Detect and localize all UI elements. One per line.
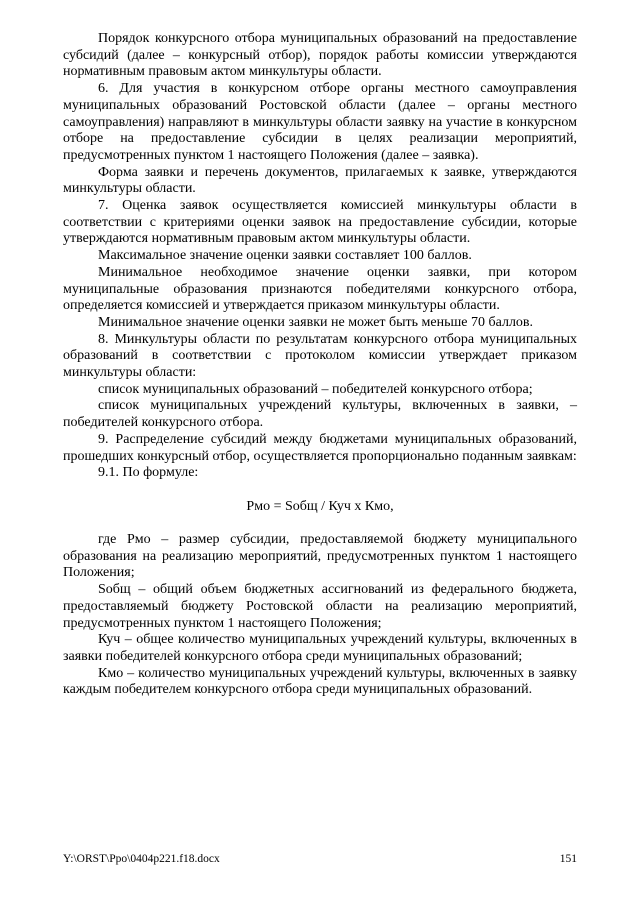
- paragraph-9-1: 9.1. По формуле:: [98, 465, 199, 481]
- paragraph-max-ocenka: Максимальное значение оценки заявки составляет 100 баллов.: [98, 248, 472, 264]
- paragraph-min-70: Минимальное значение оценки заявки не может быть меньше 70 баллов.: [98, 314, 534, 330]
- paragraph-sobshch: Sобщ – общий объем бюджетных ассигнований из федерального бюджета, предоставляемый бюджету Ростовской области на реализацию мероприятий, предусмотренных пунктом 1 настоящего Положения;: [63, 582, 577, 631]
- footer-page-number: 151: [559, 853, 577, 865]
- paragraph-forma-zayavki: Форма заявки и перечень документов, прилагаемых к заявке, утверждаются минкультуры области.: [63, 164, 577, 197]
- paragraph-poryadok: Порядок конкурсного отбора муниципальных образований на предоставление субсидий (далее – конкурсный отбор), порядок работы комиссии утверждаются нормативным правовым актом минкультуры области.: [63, 31, 577, 80]
- paragraph-min-ocenka: Минимальное необходимое значение оценки заявки, при котором муниципальные образования признаются победителями конкурсного отбора, определяется комиссией и утверждается приказом минкультуры области.: [63, 264, 577, 314]
- paragraph-8: 8. Минкультуры области по результатам конкурсного отбора муниципальных образований в соответствии с протоколом комиссии утверждает приказом минкультуры области:: [63, 331, 577, 381]
- paragraph-spisok-uchrezhdeniy: список муниципальных учреждений культуры, включенных в заявки, – победителей конкурсного отбора.: [63, 398, 577, 431]
- paragraph-spisok-obrazovaniy: список муниципальных образований – победителей конкурсного отбора;: [98, 381, 533, 397]
- page-footer: [63, 852, 577, 866]
- paragraph-kuch: Куч – общее количество муниципальных учреждений культуры, включенных в заявки победителей конкурсного отбора среди муниципальных образований;: [63, 632, 577, 664]
- formula: Рмо = Sобщ / Куч х Кмо,: [246, 498, 394, 514]
- paragraph-7: 7. Оценка заявок осуществляется комиссией минкультуры области в соответствии с критериями оценки заявок на предоставление субсидии, которые утверждаются нормативным правовым актом минкультуры области.: [63, 198, 577, 247]
- paragraph-kmo: Кмо – количество муниципальных учреждений культуры, включенных в заявку каждым победителем конкурсного отбора среди муниципальных образований.: [63, 665, 577, 698]
- document-body: [63, 31, 577, 699]
- footer-file-path: Y:\ORST\Ppo\0404p221.f18.docx: [63, 853, 220, 865]
- paragraph-6: 6. Для участия в конкурсном отборе органы местного самоуправления муниципальных образований Ростовской области (далее – органы местного самоуправления) направляют в минкультуры области заявку на участие в конкурсном отборе на предоставление субсидии в целях реализации мероприятий, предусмотренных пунктом 1 настоящего Положения (далее – заявка).: [63, 81, 577, 163]
- paragraph-gde-rmo: где Рмо – размер субсидии, предоставляемой бюджету муниципального образования на реализацию мероприятий, предусмотренных пунктом 1 настоящего Положения;: [63, 532, 577, 581]
- paragraph-9: 9. Распределение субсидий между бюджетами муниципальных образований, прошедших конкурсный отбор, осуществляется пропорционально поданным заявкам:: [63, 431, 577, 464]
